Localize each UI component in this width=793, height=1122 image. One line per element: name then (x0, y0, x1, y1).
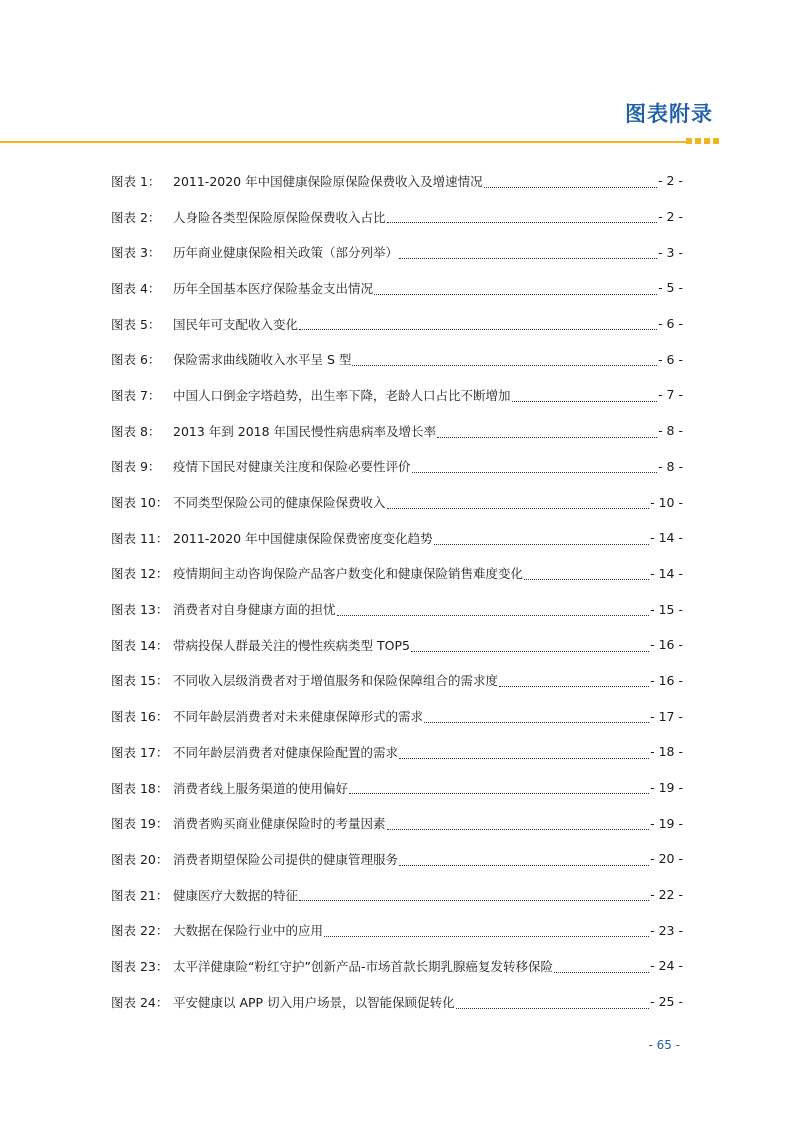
toc-entry-page: - 14 - (650, 530, 683, 546)
toc-entry[interactable] (111, 484, 683, 520)
toc-leader-dots (484, 186, 657, 188)
toc-entry-page: - 19 - (650, 780, 683, 796)
toc-entry-label: 图表 24： (111, 994, 169, 1010)
toc-entry-text: 2013 年到 2018 年国民慢性病患病率及增长率 (173, 423, 437, 439)
toc-entry-page: - 17 - (650, 708, 683, 724)
toc-entry[interactable] (111, 948, 683, 984)
toc-leader-dots (499, 685, 649, 687)
toc-entry-label: 图表 3： (111, 245, 161, 261)
toc-entry-page: - 16 - (650, 637, 683, 653)
toc-entry-label: 图表 14： (111, 637, 169, 653)
toc-entry-text: 消费者购买商业健康保险时的考量因素 (173, 816, 386, 832)
toc-leader-dots (352, 364, 657, 366)
toc-entry-text: 不同年龄层消费者对未来健康保障形式的需求 (173, 709, 424, 725)
toc-entry-page: - 3 - (658, 244, 683, 260)
toc-leader-dots (424, 721, 649, 723)
toc-entry-page: - 15 - (650, 601, 683, 617)
toc-entry[interactable] (111, 734, 683, 770)
toc-entry-text: 国民年可支配收入变化 (173, 316, 299, 332)
toc-entry[interactable] (111, 627, 683, 663)
toc-entry-text: 疫情期间主动咨询保险产品客户数变化和健康保险销售难度变化 (173, 566, 524, 582)
toc-entry-label: 图表 9： (111, 459, 161, 475)
header-squares (686, 138, 719, 144)
page-number: - 65 - (648, 1038, 680, 1052)
square-1 (686, 138, 692, 144)
toc-entry-label: 图表 10： (111, 495, 169, 511)
toc-leader-dots (554, 971, 649, 973)
toc-entry-page: - 25 - (650, 994, 683, 1010)
toc-entry-label: 图表 18： (111, 780, 169, 796)
toc-entry-label: 图表 2： (111, 209, 161, 225)
toc-leader-dots (349, 792, 649, 794)
toc-entry-label: 图表 21： (111, 887, 169, 903)
toc-entry-text: 不同类型保险公司的健康保险保费收入 (173, 495, 386, 511)
toc-leader-dots (524, 578, 649, 580)
toc-entry-label: 图表 15： (111, 673, 169, 689)
square-4 (713, 138, 719, 144)
toc-entry[interactable] (111, 805, 683, 841)
toc-entry[interactable] (111, 234, 683, 270)
toc-leader-dots (456, 1007, 650, 1009)
toc-entry-text: 2011-2020 年中国健康保险原保险保费收入及增速情况 (173, 173, 483, 189)
toc-entry-page: - 16 - (650, 672, 683, 688)
toc-entry-page: - 24 - (650, 958, 683, 974)
toc-entry[interactable] (111, 270, 683, 306)
toc-entry[interactable] (111, 377, 683, 413)
toc-entry-label: 图表 17： (111, 744, 169, 760)
toc-entry-page: - 10 - (650, 494, 683, 510)
toc-entry-page: - 18 - (650, 744, 683, 760)
toc-entry-text: 大数据在保险行业中的应用 (173, 923, 324, 939)
toc-entry-label: 图表 11： (111, 530, 169, 546)
toc-leader-dots (437, 436, 657, 438)
toc-entry-page: - 2 - (658, 209, 683, 225)
toc-entry[interactable] (111, 984, 683, 1020)
toc-entry-label: 图表 16： (111, 709, 169, 725)
toc-leader-dots (299, 899, 649, 901)
toc-entry-text: 不同年龄层消费者对健康保险配置的需求 (173, 744, 399, 760)
toc-leader-dots (387, 828, 650, 830)
toc-entry-text: 保险需求曲线随收入水平呈 S 型 (173, 352, 352, 368)
toc-entry-text: 平安健康以 APP 切入用户场景，以智能保顾促转化 (173, 994, 455, 1010)
toc-entry-page: - 8 - (658, 458, 683, 474)
toc-entry-page: - 8 - (658, 423, 683, 439)
toc-entry[interactable] (111, 520, 683, 556)
toc-entry-text: 人身险各类型保险原保险保费收入占比 (173, 209, 386, 225)
toc-entry-text: 中国人口倒金字塔趋势，出生率下降，老龄人口占比不断增加 (173, 387, 511, 403)
toc-leader-dots (324, 935, 649, 937)
toc-leader-dots (387, 507, 650, 509)
toc-entry[interactable] (111, 912, 683, 948)
toc-entry-page: - 6 - (658, 316, 683, 332)
toc-entry[interactable] (111, 663, 683, 699)
toc-entry-page: - 22 - (650, 887, 683, 903)
toc-entry-label: 图表 8： (111, 423, 161, 439)
toc-entry[interactable] (111, 841, 683, 877)
toc-entry-text: 不同收入层级消费者对于增值服务和保险保障组合的需求度 (173, 673, 499, 689)
toc-entry-page: - 6 - (658, 351, 683, 367)
toc-entry[interactable] (111, 591, 683, 627)
toc-leader-dots (299, 328, 657, 330)
toc-leader-dots (411, 650, 649, 652)
toc-entry-page: - 20 - (650, 851, 683, 867)
toc-leader-dots (399, 864, 649, 866)
header-rule (0, 141, 690, 143)
square-2 (695, 138, 701, 144)
toc-leader-dots (434, 543, 650, 545)
toc-entry[interactable] (111, 341, 683, 377)
toc-entry-page: - 19 - (650, 815, 683, 831)
toc-entry[interactable] (111, 163, 683, 199)
toc-entry-label: 图表 12： (111, 566, 169, 582)
toc-leader-dots (387, 221, 658, 223)
toc-leader-dots (512, 400, 658, 402)
toc-entry-label: 图表 22： (111, 923, 169, 939)
toc-leader-dots (337, 614, 650, 616)
toc-entry-text: 历年商业健康保险相关政策（部分列举） (173, 245, 399, 261)
toc-entry[interactable] (111, 449, 683, 485)
toc-entry-page: - 2 - (658, 173, 683, 189)
toc-entry-page: - 14 - (650, 565, 683, 581)
toc-entry-label: 图表 1： (111, 173, 161, 189)
toc-leader-dots (412, 471, 658, 473)
toc-entry-text: 健康医疗大数据的特征 (173, 887, 299, 903)
toc-entry-label: 图表 6： (111, 352, 161, 368)
toc-entry[interactable] (111, 556, 683, 592)
toc-list (111, 163, 683, 1020)
square-3 (704, 138, 710, 144)
toc-entry-text: 消费者对自身健康方面的担忧 (173, 602, 336, 618)
toc-entry[interactable] (111, 306, 683, 342)
toc-leader-dots (399, 757, 649, 759)
toc-entry[interactable] (111, 199, 683, 235)
toc-entry[interactable] (111, 877, 683, 913)
toc-entry-text: 消费者线上服务渠道的使用偏好 (173, 780, 349, 796)
toc-entry[interactable] (111, 413, 683, 449)
toc-entry-text: 带病投保人群最关注的慢性疾病类型 TOP5 (173, 637, 410, 653)
toc-entry-page: - 7 - (658, 387, 683, 403)
toc-leader-dots (374, 293, 657, 295)
toc-entry-label: 图表 4： (111, 280, 161, 296)
toc-entry-text: 消费者期望保险公司提供的健康管理服务 (173, 851, 399, 867)
toc-entry-text: 2011-2020 年中国健康保险保费密度变化趋势 (173, 530, 433, 546)
toc-entry-label: 图表 19： (111, 816, 169, 832)
toc-entry-label: 图表 5： (111, 316, 161, 332)
toc-entry-label: 图表 23： (111, 958, 169, 974)
page-title: 图表附录 (625, 102, 713, 126)
toc-entry-page: - 5 - (658, 280, 683, 296)
toc-entry[interactable] (111, 770, 683, 806)
toc-entry-page: - 23 - (650, 922, 683, 938)
toc-entry[interactable] (111, 698, 683, 734)
toc-entry-label: 图表 13： (111, 602, 169, 618)
toc-entry-label: 图表 20： (111, 851, 169, 867)
toc-entry-text: 疫情下国民对健康关注度和保险必要性评价 (173, 459, 411, 475)
toc-entry-text: 太平洋健康险“粉红守护”创新产品-市场首款长期乳腺癌复发转移保险 (173, 958, 553, 974)
toc-entry-label: 图表 7： (111, 387, 161, 403)
toc-entry-text: 历年全国基本医疗保险基金支出情况 (173, 280, 374, 296)
toc-leader-dots (399, 257, 657, 259)
